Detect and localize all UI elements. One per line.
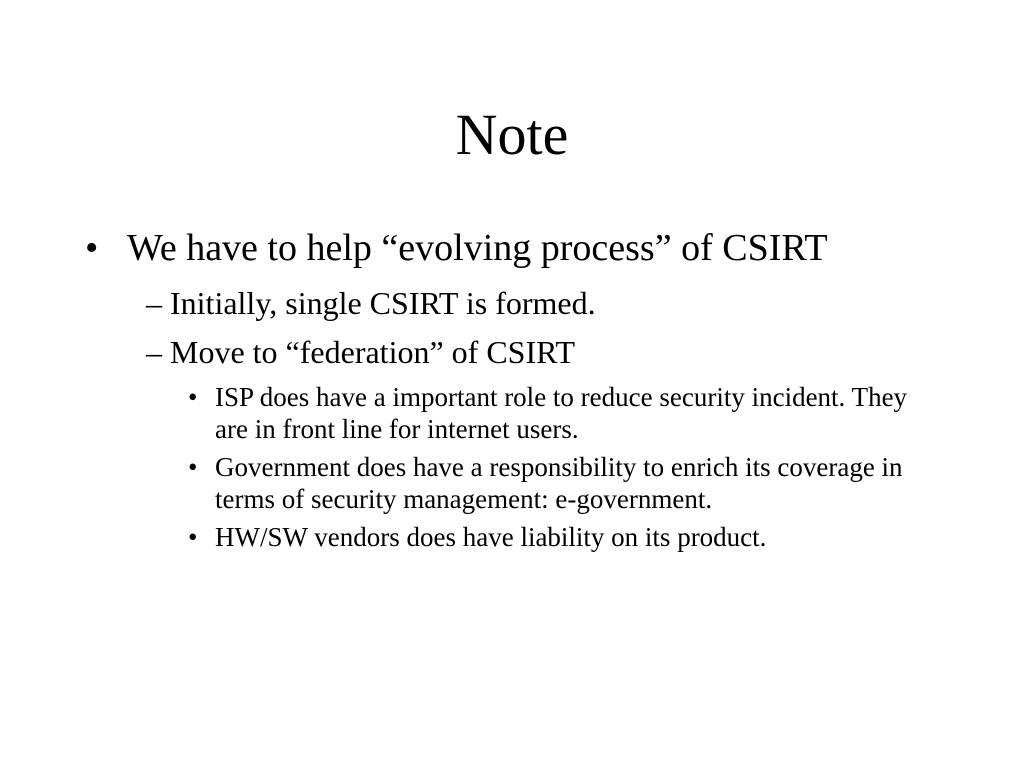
bullet-level3 (188, 521, 945, 553)
bullet-level3 (188, 381, 945, 445)
bullet-level1 (85, 226, 847, 270)
bullet-text: Initially, single CSIRT is formed. (170, 285, 596, 321)
bullet-level3 (188, 451, 945, 515)
bullet-text: Move to “federation” of CSIRT (170, 334, 576, 370)
bullet-text: Government does have a responsibility to enrich its coverage in terms of security management: e-government. (215, 452, 903, 514)
bullet-text: We have to help “evolving process” of CSIRT (127, 227, 828, 269)
bullet-text: ISP does have a important role to reduce security incident. They are in front line for internet users. (215, 382, 908, 444)
dash-marker: – (146, 334, 162, 370)
bullet-marker: • (188, 382, 198, 412)
bullet-marker: • (85, 227, 99, 269)
slide-body (0, 226, 1024, 553)
bullet-marker: • (188, 452, 198, 482)
bullet-level2 (146, 333, 930, 371)
slide-title: Note (455, 102, 569, 167)
bullet-marker: • (188, 522, 198, 552)
dash-marker: – (146, 285, 162, 321)
bullet-text: HW/SW vendors does have liability on its product. (215, 522, 767, 552)
bullet-level2 (146, 284, 930, 322)
